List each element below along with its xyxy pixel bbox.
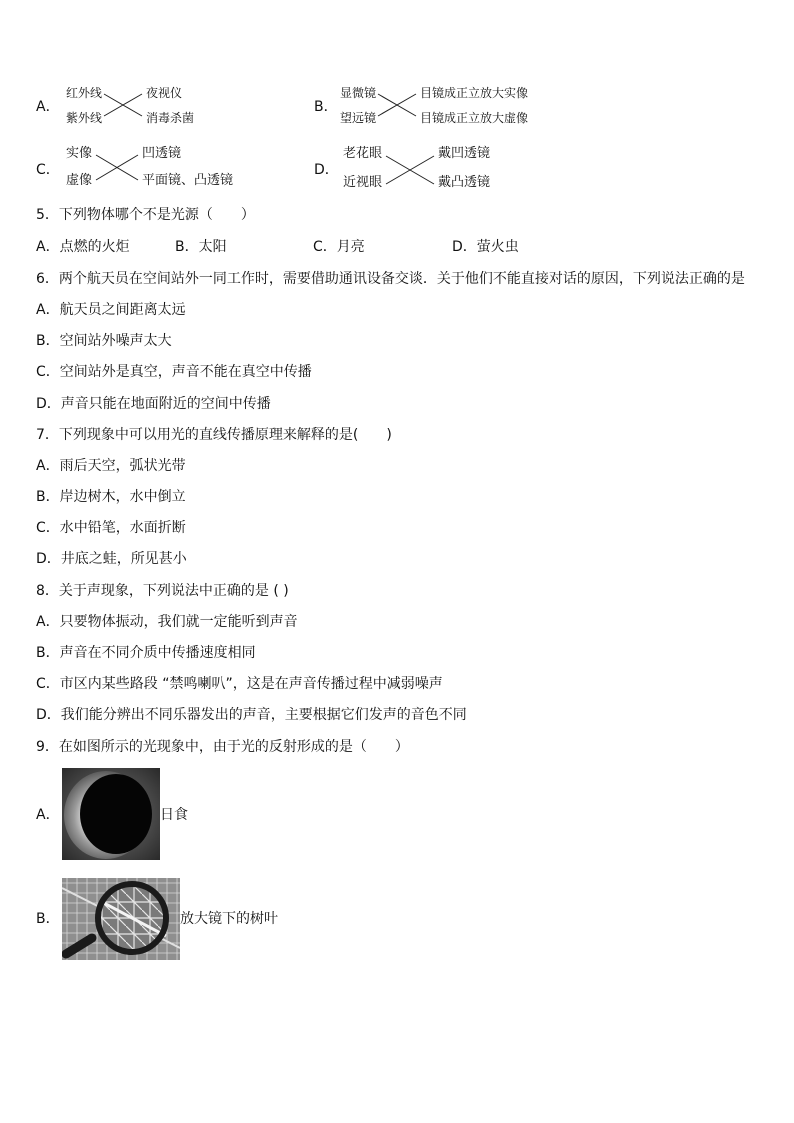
question-6-stem: 6．两个航天员在空间站外一同工作时，需要借助通讯设备交谈．关于他们不能直接对话的原因，下列说法正确的是 — [36, 271, 745, 287]
option-label: C． — [36, 162, 60, 178]
match-left-top: 实像 — [66, 146, 93, 161]
question-7-option-a[interactable]: A．雨后天空，弧状光带 — [36, 458, 186, 474]
option-label: A． — [36, 99, 60, 115]
question-7-option-b[interactable]: B．岸边树木，水中倒立 — [36, 489, 186, 505]
match-right-top: 夜视仪 — [146, 86, 183, 100]
match-right-top: 目镜成正立放大实像 — [420, 86, 529, 100]
option-label: A． — [36, 807, 60, 823]
question-8-option-a[interactable]: A．只要物体振动，我们就一定能听到声音 — [36, 614, 298, 630]
match-left-bottom: 近视眼 — [343, 175, 383, 190]
image-caption: 日食 — [160, 807, 188, 823]
question-7-option-c[interactable]: C．水中铅笔，水面折断 — [36, 520, 186, 536]
question-5-option-d[interactable]: D．萤火虫 — [452, 239, 519, 255]
cross-lines-icon — [386, 152, 436, 188]
cross-lines-icon — [378, 88, 418, 122]
match-right-bottom: 目镜成正立放大虚像 — [420, 111, 529, 125]
question-8-option-c[interactable]: C．市区内某些路段 “禁鸣喇叭”，这是在声音传播过程中减弱噪声 — [36, 676, 443, 692]
image-caption: 放大镜下的树叶 — [180, 911, 278, 927]
match-left-top: 红外线 — [66, 86, 103, 100]
solar-eclipse-photo — [62, 768, 160, 860]
cross-lines-icon — [96, 150, 140, 186]
match-left-bottom: 望远镜 — [340, 111, 377, 125]
option-label: D． — [314, 162, 339, 178]
match-left-bottom: 紫外线 — [66, 111, 103, 125]
match-right-bottom: 消毒杀菌 — [146, 111, 195, 125]
match-right-top: 凹透镜 — [142, 146, 182, 161]
match-right-bottom: 平面镜、凸透镜 — [142, 173, 234, 188]
question-5-option-b[interactable]: B．太阳 — [175, 239, 227, 255]
match-right-top: 戴凹透镜 — [438, 146, 491, 161]
option-label: B． — [36, 911, 60, 927]
match-left-top: 显微镜 — [340, 86, 377, 100]
question-6-option-a[interactable]: A．航天员之间距离太远 — [36, 302, 186, 318]
match-left-bottom: 虚像 — [66, 173, 93, 188]
question-5-stem: 5．下列物体哪个不是光源（ ） — [36, 207, 255, 223]
match-right-bottom: 戴凸透镜 — [438, 175, 491, 190]
question-8-option-b[interactable]: B．声音在不同介质中传播速度相同 — [36, 645, 256, 661]
question-6-option-c[interactable]: C．空间站外是真空，声音不能在真空中传播 — [36, 364, 312, 380]
magnifier-leaf-photo — [62, 878, 180, 960]
question-6-option-d[interactable]: D．声音只能在地面附近的空间中传播 — [36, 396, 271, 412]
question-9-stem: 9．在如图所示的光现象中，由于光的反射形成的是（ ） — [36, 739, 409, 755]
question-6-option-b[interactable]: B．空间站外噪声太大 — [36, 333, 172, 349]
question-8-option-d[interactable]: D．我们能分辨出不同乐器发出的声音，主要根据它们发声的音色不同 — [36, 707, 467, 723]
option-label: B． — [314, 99, 338, 115]
question-5-option-c[interactable]: C．月亮 — [313, 239, 365, 255]
question-8-stem: 8．关于声现象，下列说法中正确的是 ( ) — [36, 583, 289, 599]
match-left-top: 老花眼 — [343, 146, 383, 161]
cross-lines-icon — [104, 88, 144, 122]
question-7-stem: 7．下列现象中可以用光的直线传播原理来解释的是( ) — [36, 427, 392, 443]
question-5-option-a[interactable]: A．点燃的火炬 — [36, 239, 130, 255]
question-7-option-d[interactable]: D．井底之蛙，所见甚小 — [36, 551, 187, 567]
